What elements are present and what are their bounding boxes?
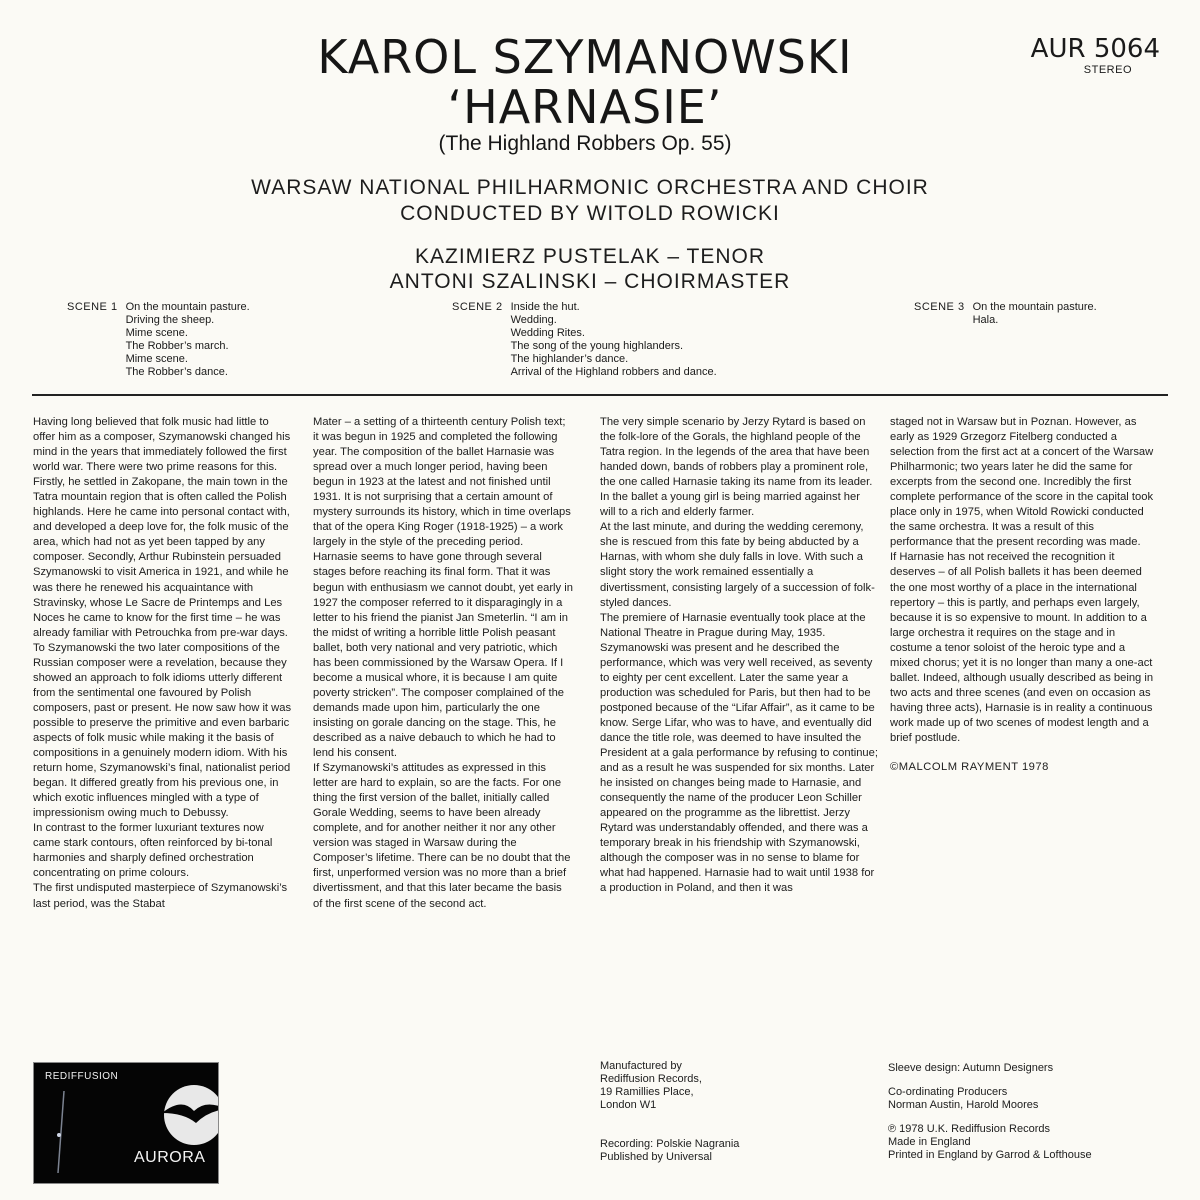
scene-item: Mime scene. xyxy=(125,327,188,339)
notes-paragraph: In contrast to the former luxuriant textures now came stark contours, often reinforced by bi-tonal harmonies and sharply defined orchestration concentrating on prime colours. xyxy=(33,822,273,880)
scene-item: The Robber’s dance. xyxy=(125,366,228,378)
scene-label: SCENE 2 xyxy=(452,301,503,313)
scene-item: Driving the sheep. xyxy=(125,314,215,326)
scene-label: SCENE 1 xyxy=(67,301,118,313)
notes-paragraph: staged not in Warsaw but in Poznan. However, as early as 1929 Grzegorz Fitelberg conducted a selection from the first act at a concert of the Warsaw Philharmonic; two years later he did the same for excerpts from the second one. Incredibly the first complete performance of the score in the capital took place only in 1975, when Witold Rowicki conducted the same orchestra. It was a result of this performance that the present recording was made. xyxy=(890,416,1154,549)
stereo-label: STEREO xyxy=(1083,64,1132,76)
scene-item: Inside the hut. xyxy=(510,301,580,313)
recording-line: Recording: Polskie Nagrania xyxy=(600,1138,740,1150)
divider-rule xyxy=(32,394,1168,396)
manufacturer-block xyxy=(600,1060,702,1112)
scene-item: Hala. xyxy=(972,314,999,326)
manufacturer-line: Rediffusion Records, xyxy=(600,1073,702,1085)
scene-item: On the mountain pasture. xyxy=(972,301,1097,313)
notes-paragraph: Mater – a setting of a thirteenth century Polish text; it was begun in 1925 and completed the following year. The composition of the ballet Harnasie was spread over a much longer period, having been begun in 1923 at the latest and not finished until 1931. It is not surprising that a certain amount of mystery surrounds its history, which in time overlaps that of the opera King Roger (1918-1925) – a work largely in the style of the preceding period. xyxy=(313,416,571,549)
scene-item: The highlander’s dance. xyxy=(510,353,629,365)
scene-item: The Robber’s march. xyxy=(125,340,229,352)
scene-list xyxy=(452,301,717,379)
notes-paragraph: The premiere of Harnasie eventually took place at the National Theatre in Prague during May, 1935. Szymanowski was present and he described the performance, which was very well received, as seventy to eighty per cent excellent. Later the same year a production was scheduled for Paris, but then had to be postponed because of the “Lifar Affair”, as it came to be know. Serge Lifar, who was to have, and eventually did dance the title role, was deemed to have insulted the President at a gala performance by refusing to continue; and as a result he was suspended for six months. Later he insisted on changes being made to Harnasie, and consequently the name of the producer Leon Schiller appeared on the programme as the librettist. Jerzy Rytard was understandably offended, and there was a temporary break in his friendship with Szymanowski, although the composer was in no sense to blame for what had happened. Harnasie had to wait until 1938 for a production in Poland, and then it was xyxy=(600,611,878,895)
aurora-logo xyxy=(33,1062,219,1184)
credits-block xyxy=(888,1062,1092,1162)
sleeve-credit: Sleeve design: Autumn Designers xyxy=(888,1062,1054,1074)
notes-paragraph: If Szymanowski’s attitudes as expressed in this letter are hard to explain, so are the facts. For one thing the first version of the ballet, initially called Gorale Wedding, seems to have been already complete, and for another neither it nor any other version was staged in Warsaw during the Composer’s lifetime. There can be no doubt that the first, unperformed version was no more than a brief divertissment, and that this later became the basis of the first scene of the second act. xyxy=(313,762,571,910)
notes-paragraph: Harnasie seems to have gone through several stages before reaching its final form. That it was begun with enthusiasm we cannot doubt, yet early in 1927 the composer referred to it disparagingly in a letter to his friend the pianist Jan Smeterlin. “I am in the midst of writing a horrible little Polish peasant ballet, both very national and very patriotic, which has been commissioned by the Warsaw Opera. If I become a musical whore, it is because I am quite poverty stricken”. The composer complained of the demands made upon him, particularly the one insisting on gorale dancing on the stage. This, he described as a naive debauch to which he had to lend his consent. xyxy=(313,551,573,760)
producers-names: Norman Austin, Harold Moores xyxy=(888,1099,1039,1111)
scene-item: Wedding Rites. xyxy=(510,327,585,339)
scene-item: The song of the young highlanders. xyxy=(510,340,684,352)
scene-item: Arrival of the Highland robbers and dance. xyxy=(510,366,717,378)
choirmaster-credit: ANTONI SZALINSKI – CHOIRMASTER xyxy=(389,270,791,293)
logo-brand: REDIFFUSION xyxy=(45,1071,119,1082)
producers-title: Co-ordinating Producers xyxy=(888,1086,1008,1098)
scene-list xyxy=(914,301,1097,327)
orchestra-credit: WARSAW NATIONAL PHILHARMONIC ORCHESTRA AND CHOIR xyxy=(251,176,929,199)
composer-title: KAROL SZYMANOWSKI xyxy=(317,30,853,84)
notes-column-3 xyxy=(600,415,878,897)
scene-item: Mime scene. xyxy=(125,353,188,365)
catalog-block xyxy=(1031,34,1160,76)
notes-paragraph: The first undisputed masterpiece of Szymanowski’s last period, was the Stabat xyxy=(33,882,288,910)
work-title: ‘HARNASIE’ xyxy=(447,80,723,134)
scene-item: Wedding. xyxy=(510,314,557,326)
work-subtitle: (The Highland Robbers Op. 55) xyxy=(438,132,732,155)
recording-block xyxy=(600,1138,739,1164)
notes-paragraph: The very simple scenario by Jerzy Rytard is based on the folk-lore of the Gorals, the highland people of the Tatra region. In the legends of the area that have been handed down, bands of robbers play a prominent role, the one called Harnasie taking its name from its leader. In the ballet a young girl is being married against her will to a rich and elderly farmer. xyxy=(600,416,873,519)
rights-line: Printed in England by Garrod & Lofthouse xyxy=(888,1149,1092,1161)
notes-column-2 xyxy=(313,415,573,912)
notes-paragraph: At the last minute, and during the wedding ceremony, she is rescued from this fate by being abducted by a Harnas, with whom she duly falls in love. With such a slight story the work remained essentially a divertissment, consisting largely of a succession of folk-styled dances. xyxy=(600,521,875,609)
notes-paragraph: Having long believed that folk music had little to offer him as a composer, Szymanowski changed his mind in the years that immediately followed the first world war. There were two prime reasons for this. Firstly, he settled in Zakopane, the main town in the Tatra mountain region that is often called the Polish highlands. Here he came into personal contact with, and developed a deep love for, the folk music of the area, which had not as yet been tapped by any composer. Secondly, Arthur Rubinstein persuaded Szymanowski to visit America in 1921, and while he was there he renewed his acquaintance with Stravinsky, whose Le Sacre de Printemps and Les Noces he came to know for the first time – he was already familiar with Petrouchka from pre-war days. To Szymanowski the two later compositions of the Russian composer were a revelation, because they showed an approach to folk idioms utterly different from the sentimental one favoured by Polish composers, past or present. He now saw how it was possible to preserve the primitive and even barbaric aspects of folk music while making it the basis of compositions in a genuinely modern idiom. With his return home, Szymanowski’s final, nationalist period began. It differed greatly from his previous one, in which exotic influences mingled with a type of impressionism owing much to Debussy. xyxy=(33,416,292,820)
manufacturer-line: Manufactured by xyxy=(600,1060,682,1072)
manufacturer-line: London W1 xyxy=(600,1099,657,1111)
logo-label: AURORA xyxy=(134,1149,206,1166)
scene-label: SCENE 3 xyxy=(914,301,965,313)
rights-line: Made in England xyxy=(888,1136,971,1148)
manufacturer-line: 19 Ramillies Place, xyxy=(600,1086,694,1098)
notes-copyright: ©MALCOLM RAYMENT 1978 xyxy=(890,761,1049,774)
conductor-credit: CONDUCTED BY WITOLD ROWICKI xyxy=(400,202,780,225)
catalog-number: AUR 5064 xyxy=(1030,34,1160,64)
notes-column-4 xyxy=(890,415,1158,775)
notes-column-1 xyxy=(33,415,293,912)
notes-paragraph: If Harnasie has not received the recognition it deserves – of all Polish ballets it has been deemed the one most worthy of a place in the international repertory – this is partly, and perhaps even largely, because it is so expensive to mount. In addition to a large orchestra it requires on the stage and in costume a tenor soloist of the heroic type and a mixed chorus; yet it is no longer than many a one-act ballet. Indeed, although usually described as being in two acts and three scenes (and even on occasion as having three acts), Harnasie is in reality a continuous work made up of two scenes of modest length and a brief postlude. xyxy=(890,551,1154,744)
tenor-credit: KAZIMIERZ PUSTELAK – TENOR xyxy=(414,245,765,268)
scene-item: On the mountain pasture. xyxy=(125,301,250,313)
recording-line: Published by Universal xyxy=(600,1151,712,1163)
scene-list xyxy=(67,301,250,379)
rights-line: ℗ 1978 U.K. Rediffusion Records xyxy=(888,1123,1050,1135)
